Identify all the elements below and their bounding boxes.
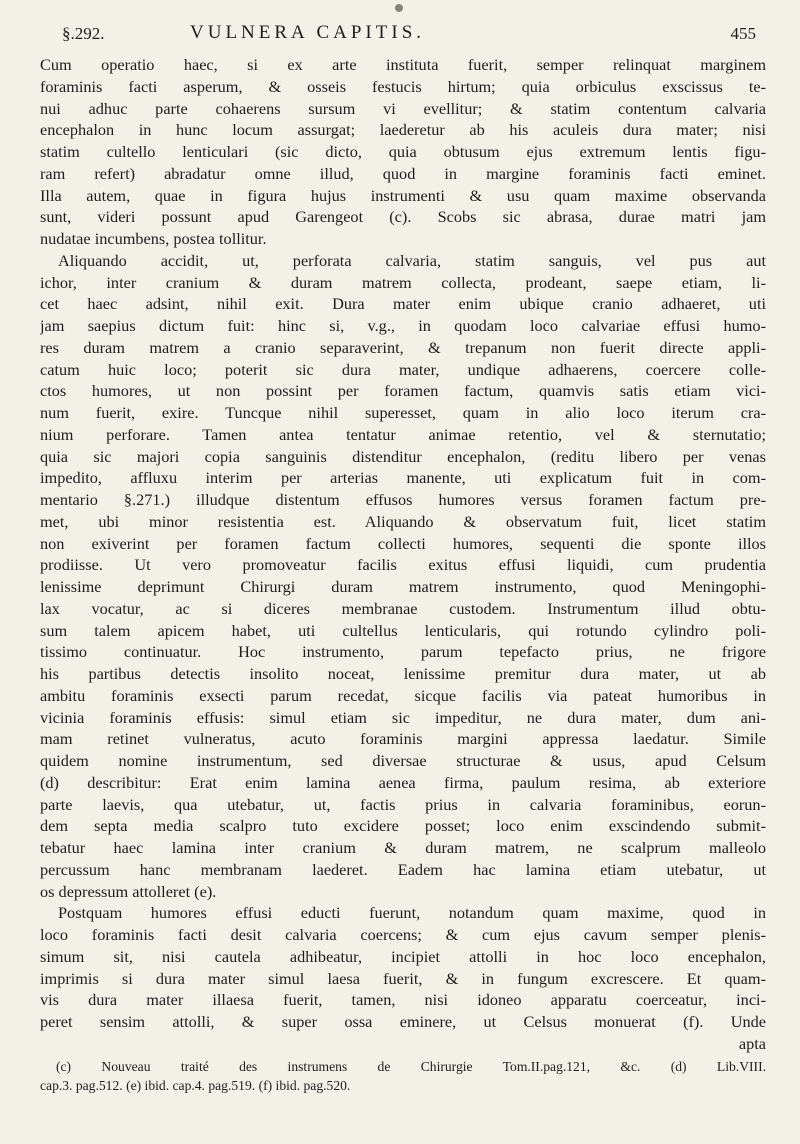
text-line: vis dura mater illaesa fuerit, tamen, nisi idoneo apparatu coerceatur, inci- [40, 990, 766, 1010]
page-number: 455 [730, 24, 756, 43]
text-line: prodiisse. Ut vero promoveatur facilis exitus effusi liquidi, cum prudentia [40, 555, 766, 575]
text-line: nudatae incumbens, postea tollitur. [40, 229, 267, 248]
section-number: §.292. [62, 24, 105, 43]
text-line: tissimo continuatur. Hoc instrumento, parum tepefacto prius, ne frigore [40, 642, 766, 662]
text-line: jam saepius dictum fuit: hinc si, v.g., in quodam loco calvariae effusi humo- [40, 316, 766, 335]
text-line: quia sic majori copia sanguinis distenditur encephalon, (reditu libero per venas [40, 446, 766, 466]
text-line: ichor, inter cranium & duram matrem collecta, prodeant, saepe etiam, li- [40, 272, 766, 292]
text-line: percussum hanc membranam laederet. Eadem hac lamina etiam utebatur, ut [40, 859, 766, 879]
text-line: sunt, videri possunt apud Garengeot (c). Scobs sic abrasa, durae matri jam [40, 207, 766, 227]
text-line: mentario §.271.) illudque distentum effusos humores versus foramen factum pre- [40, 490, 766, 509]
text-line: quidem nomine instrumentum, sed diversae structurae & usus, apud Celsum [40, 751, 766, 770]
text-line: dem septa media scalpro tuto excidere posset; loco enim exscindendo submit- [40, 816, 766, 836]
footnote-line: (c) Nouveau traité des instrumens de Chirurgie Tom.II.pag.121, &c. (d) Lib.VIII. [56, 1058, 766, 1074]
text-line: sum talem apicem habet, uti cultellus lenticularis, qui rotundo cylindro poli- [40, 620, 766, 640]
text-line: lax vocatur, ac si diceres membranae custodem. Instrumentum illud obtu- [40, 598, 766, 618]
text-line: peret sensim attolli, & super ossa eminere, ut Celsus monuerat (f). Unde [40, 1012, 766, 1031]
text-line: encephalon in hunc locum assurgat; laederetur ab his aculeis dura mater; nisi [40, 120, 766, 140]
text-line: ram refert) abradatur omne illud, quod in margine foraminis facti eminet. [40, 163, 766, 183]
text-line: his partibus detectis insolito noceat, lenissime premitur dura mater, ut ab [40, 664, 766, 683]
text-line: vicinia foraminis effusis: simul etiam sic impeditur, ne dura mater, dum ani- [40, 707, 766, 727]
catchword: apta [738, 1033, 766, 1053]
text-line: nui adhuc parte cohaerens sursum vi evellitur; & statim contentum calvaria [40, 98, 766, 118]
text-line: foraminis facti asperum, & osseis festucis hirtum; quia orbiculus exscissus te- [40, 76, 766, 96]
text-line: res duram matrem a cranio separaverint, & trepanum non fuerit directe appli- [40, 337, 766, 357]
text-line: impedito, affluxu interim per arterias manente, uti explicatum fuit in com- [40, 468, 766, 488]
running-head [40, 18, 766, 48]
text-line: (d) describitur: Erat enim lamina aenea firma, paulum resima, ab exteriore [40, 772, 766, 792]
footnotes [40, 1057, 766, 1095]
text-line: ambitu foraminis exsecti parum recedat, sicque facilis via pateat humoribus in [40, 685, 766, 705]
footnote-line: cap.3. pag.512. (e) ibid. cap.4. pag.519. (f) ibid. pag.520. [40, 1077, 351, 1093]
text-line: loco foraminis facti desit calvaria coercens; & cum ejus cavum semper plenis- [40, 925, 766, 944]
text-line: met, ubi minor resistentia est. Aliquando & observatum fuit, licet statim [40, 511, 766, 531]
running-title: VULNERA CAPITIS. [190, 22, 426, 43]
text-line: imprimis si dura mater simul laesa fuerit, & in fungum excrescere. Et quam- [40, 968, 766, 988]
text-line: cet haec adsint, nihil exit. Dura mater enim ubique cranio adhaeret, uti [40, 294, 766, 314]
text-line: lenissime deprimunt Chirurgi duram matrem instrumento, quod Meningophi- [40, 577, 766, 596]
text-line: mam retinet vulneratus, acuto foraminis margini appressa laedatur. Simile [40, 729, 766, 749]
text-line: nium perforare. Tamen antea tentatur animae retentio, vel & sternutatio; [40, 424, 766, 444]
text-line: os depressum attolleret (e). [40, 881, 217, 901]
text-line: num fuerit, exire. Tuncque nihil superesset, quam in alio loco iterum cra- [40, 403, 766, 422]
text-line: Cum operatio haec, si ex arte instituta fuerit, semper relinquat marginem [40, 55, 766, 74]
text-line: parte laevis, qua utebatur, ut, factis prius in calvaria foraminibus, eorun- [40, 794, 766, 814]
body-text [40, 54, 766, 1055]
text-line: Postquam humores effusi educti fuerunt, notandum quam maxime, quod in [58, 903, 766, 923]
text-line: catum huic loco; poterit sic dura mater, undique adhaerens, coercere colle- [40, 359, 766, 379]
text-line: Aliquando accidit, ut, perforata calvaria, statim sanguis, vel pus aut [58, 250, 766, 270]
print-mark [395, 4, 403, 12]
text-line: Illa autem, quae in figura hujus instrumenti & usu quam maxime observanda [40, 185, 766, 205]
text-line: tebatur haec lamina inter cranium & duram matrem, ne scalprum malleolo [40, 838, 766, 857]
text-line: statim cultello lenticulari (sic dicto, quia obtusum ejus extremum lentis figu- [40, 142, 766, 161]
text-line: ctos humores, ut non possint per foramen factum, quamvis satis etiam vici- [40, 381, 766, 401]
text-line: non exiverint per foramen factum collecti humores, sequenti die sponte illos [40, 533, 766, 553]
text-line: simum sit, nisi cautela adhibeatur, incipiet attolli in hoc loco encephalon, [40, 946, 766, 966]
